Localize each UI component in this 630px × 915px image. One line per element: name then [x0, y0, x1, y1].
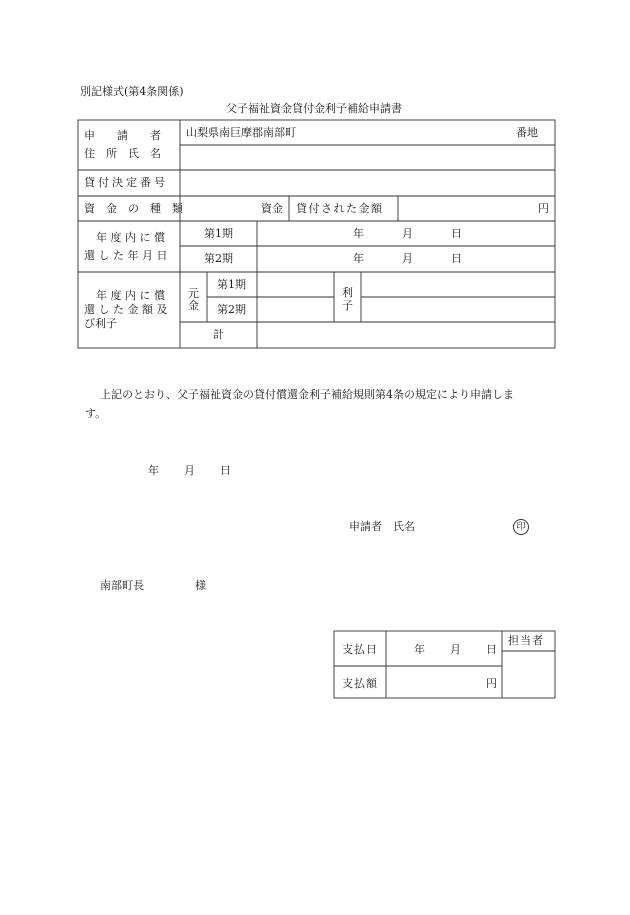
applicant-label-line1: 申 請 者 [84, 129, 161, 142]
form-title: 父子福祉資金貸付金利子補給申請書 [226, 102, 402, 115]
interest-label-char1: 利 [342, 286, 353, 299]
application-statement-line2: す。 [85, 407, 107, 420]
addressee-name: 南部町長 [100, 579, 144, 592]
repay-date-label-line1: 年 度 内 に 償 [96, 231, 165, 244]
loan-amount-label: 貸付された金額 [296, 202, 384, 215]
repay-date-2-day: 日 [451, 252, 462, 265]
loan-amount-field[interactable] [404, 201, 524, 215]
repay-amount-label-line3: び利子 [84, 317, 117, 330]
repay-amount-label-line1: 年 度 内 に 償 [96, 289, 165, 302]
repay-date-1-year: 年 [353, 227, 364, 240]
total-label: 計 [213, 328, 224, 341]
fund-type-label: 資 金 の 種 類 [84, 202, 183, 215]
payment-date-year: 年 [414, 643, 425, 656]
principal-label-char2: 金 [188, 299, 199, 312]
repay-date-2-year: 年 [353, 252, 364, 265]
repay-date-2-month: 月 [402, 252, 413, 265]
application-date-day: 日 [220, 464, 231, 477]
application-statement-line1: 上記のとおり、父子福祉資金の貸付償還金利子補給規則第4条の規定により申請しま [100, 388, 514, 401]
addressee-honorific: 様 [195, 579, 206, 592]
repay-date-label-line2: 還 し た 年 月 日 [84, 249, 168, 262]
staff-label: 担当者 [508, 634, 544, 647]
payment-amount-label: 支払額 [342, 677, 378, 690]
applicant-name-field[interactable] [186, 151, 550, 165]
applicant-signature-label: 申請者 氏名 [349, 520, 415, 533]
loan-number-label: 貸付決定番号 [84, 176, 168, 189]
payment-date-month: 月 [450, 643, 461, 656]
address-value: 山梨県南巨摩郡南部町 [186, 126, 296, 139]
principal-period-2: 第2期 [217, 303, 246, 316]
payment-date-day: 日 [486, 643, 497, 656]
form-reference: 別記様式(第4条関係) [80, 85, 184, 98]
fund-suffix: 資金 [261, 202, 283, 215]
repay-date-period-1: 第1期 [204, 227, 233, 240]
payment-date-label: 支払日 [342, 643, 378, 656]
interest-label-char2: 子 [342, 299, 353, 312]
principal-period-1: 第1期 [217, 278, 246, 291]
repay-amount-label-line2: 還 し た 金 額 及 [84, 303, 168, 316]
address-suffix: 番地 [516, 126, 538, 139]
fund-type-field[interactable] [186, 201, 256, 215]
repay-date-1-month: 月 [402, 227, 413, 240]
seal-mark: 印 [513, 519, 529, 535]
repay-date-1-day: 日 [451, 227, 462, 240]
loan-number-field[interactable] [186, 176, 550, 190]
application-date-month: 月 [184, 464, 195, 477]
applicant-label-line2: 住 所 氏 名 [84, 147, 161, 160]
principal-label-char1: 元 [188, 287, 199, 300]
payment-amount-yen: 円 [486, 677, 497, 690]
repay-date-period-2: 第2期 [204, 252, 233, 265]
loan-amount-yen: 円 [538, 202, 549, 215]
application-date-year: 年 [148, 464, 159, 477]
